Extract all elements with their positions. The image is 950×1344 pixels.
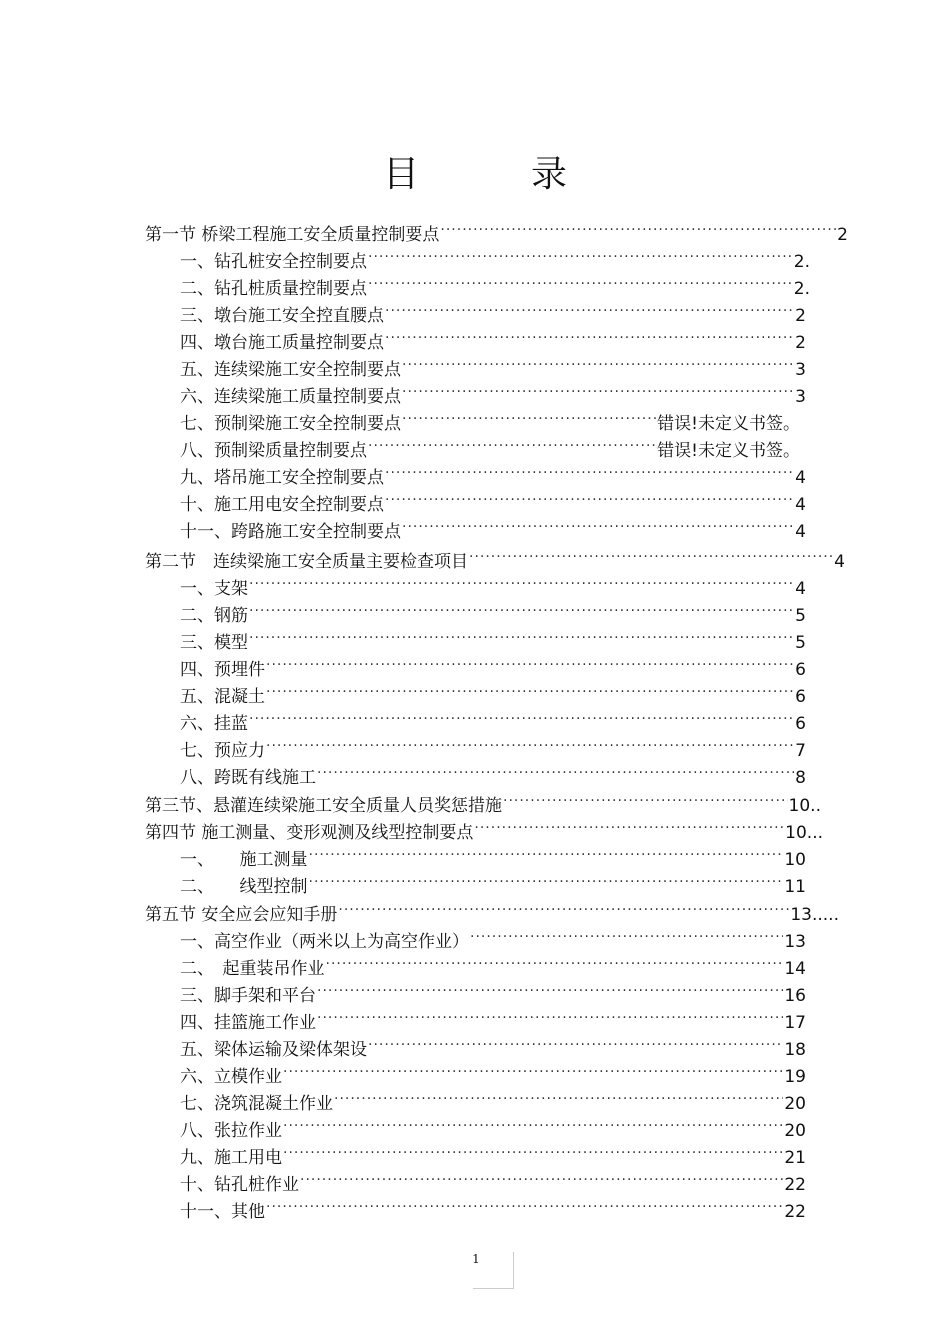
- toc-entry[interactable]: [180, 1055, 806, 1087]
- toc-entry[interactable]: [180, 267, 810, 299]
- toc-entry-label: 十、施工用电安全控制要点: [180, 495, 384, 515]
- toc-entry-label: 五、连续梁施工安全控制要点: [180, 360, 401, 380]
- toc-entry[interactable]: [180, 567, 806, 599]
- toc-entry-label: 九、施工用电: [180, 1148, 282, 1168]
- toc-entry-page: 6: [795, 714, 806, 734]
- toc-leader-dots: [283, 1109, 783, 1136]
- toc-entry-label: 十、钻孔桩作业: [180, 1175, 299, 1195]
- toc-entry-label: 第一节 桥梁工程施工安全质量控制要点: [145, 225, 440, 245]
- toc-entry-page: 2: [795, 306, 806, 326]
- toc-leader-dots: [402, 375, 794, 402]
- toc-entry-page: 4: [795, 495, 806, 515]
- toc-entry-page: 3: [795, 387, 806, 407]
- toc-title: 目 录: [382, 154, 605, 195]
- toc-entry-label: 五、梁体运输及梁体架设: [180, 1040, 367, 1060]
- toc-entry-label: 三、脚手架和平台: [180, 986, 316, 1006]
- toc-entry[interactable]: [180, 1082, 806, 1114]
- toc-entry-section-1[interactable]: [145, 213, 848, 245]
- toc-entry-page: 4: [795, 468, 806, 488]
- toc-entry-page: 11: [784, 877, 806, 897]
- toc-entry-label: 八、预制梁质量控制要点: [180, 441, 367, 461]
- toc-leader-dots: [368, 240, 793, 267]
- page-number: 1: [472, 1252, 480, 1266]
- toc-leader-dots: [470, 920, 783, 947]
- toc-entry-page: 16: [784, 986, 806, 1006]
- toc-entry[interactable]: [180, 702, 806, 734]
- toc-entry-page: 4: [834, 552, 845, 572]
- toc-entry-page: 19: [784, 1067, 806, 1087]
- toc-entry[interactable]: [180, 240, 810, 272]
- toc-entry[interactable]: [180, 510, 806, 542]
- toc-entry-page: 2.: [793, 279, 810, 299]
- toc-entry-label: 四、预埋件: [180, 660, 265, 680]
- toc-leader-dots: [317, 974, 783, 1001]
- toc-leader-dots: [300, 1163, 783, 1190]
- toc-leader-dots: [368, 429, 656, 456]
- toc-entry-label: 五、混凝土: [180, 687, 265, 707]
- toc-entry[interactable]: [180, 1109, 806, 1141]
- toc-entry-page: 5: [795, 606, 806, 626]
- toc-leader-dots: [385, 456, 794, 483]
- toc-entry-label: 第四节 施工测量、变形观测及线型控制要点: [145, 823, 474, 843]
- toc-entry-section-5[interactable]: [145, 893, 839, 925]
- toc-entry[interactable]: [180, 321, 806, 353]
- toc-entry[interactable]: [180, 429, 800, 461]
- toc-entry-label: 三、模型: [180, 633, 248, 653]
- toc-entry-page: 错误!未定义书签。: [657, 441, 800, 461]
- toc-leader-dots: [266, 675, 794, 702]
- toc-entry[interactable]: [180, 483, 806, 515]
- toc-entry-label: 一、钻孔桩安全控制要点: [180, 252, 367, 272]
- toc-entry-label: 六、立模作业: [180, 1067, 282, 1087]
- toc-entry-label: 八、跨既有线施工: [180, 768, 316, 788]
- toc-leader-dots: [249, 567, 794, 594]
- toc-entry-page: 错误!未定义书签。: [657, 414, 800, 434]
- toc-entry-label: 八、张拉作业: [180, 1121, 282, 1141]
- toc-entry-label: 二、 起重装吊作业: [180, 959, 325, 979]
- toc-leader-dots: [503, 784, 788, 811]
- toc-entry[interactable]: [180, 1163, 806, 1195]
- toc-entry[interactable]: [180, 947, 806, 979]
- toc-leader-dots: [266, 648, 794, 675]
- toc-entry-page: 17: [784, 1013, 806, 1033]
- toc-entry-label: 三、墩台施工安全控直腰点: [180, 306, 384, 326]
- toc-leader-dots: [317, 756, 794, 783]
- toc-leader-dots: [249, 594, 794, 621]
- toc-entry[interactable]: [180, 348, 806, 380]
- toc-entry[interactable]: [180, 648, 806, 680]
- toc-entry-page: 10...: [785, 823, 823, 843]
- toc-entry-page: 6: [795, 660, 806, 680]
- toc-leader-dots: [338, 893, 789, 920]
- toc-entry-page: 20: [784, 1094, 806, 1114]
- toc-leader-dots: [266, 1190, 783, 1217]
- toc-entry-page: 2.: [793, 252, 810, 272]
- toc-entry-label: 一、支架: [180, 579, 248, 599]
- toc-entry-label: 一、 施工测量: [180, 850, 308, 870]
- toc-entry-label: 第二节 连续梁施工安全质量主要检查项目: [145, 552, 468, 572]
- toc-entry-page: 21: [784, 1148, 806, 1168]
- toc-leader-dots: [440, 213, 836, 240]
- toc-entry-page: 10: [784, 850, 806, 870]
- toc-leader-dots: [368, 1028, 783, 1055]
- toc-entry[interactable]: [180, 1190, 806, 1222]
- toc-leader-dots: [309, 865, 784, 892]
- toc-leader-dots: [249, 621, 794, 648]
- toc-entry-label: 第三节、悬灌连续梁施工安全质量人员奖惩措施: [145, 796, 502, 816]
- toc-leader-dots: [474, 811, 784, 838]
- toc-entry-page: 3: [795, 360, 806, 380]
- toc-entry-page: 4: [795, 522, 806, 542]
- toc-leader-dots: [402, 348, 794, 375]
- toc-entry[interactable]: [180, 838, 806, 870]
- toc-leader-dots: [283, 1055, 783, 1082]
- toc-entry[interactable]: [180, 621, 806, 653]
- toc-entry[interactable]: [180, 675, 806, 707]
- toc-entry-label: 七、浇筑混凝土作业: [180, 1094, 333, 1114]
- toc-entry-label: 九、塔吊施工安全控制要点: [180, 468, 384, 488]
- toc-leader-dots: [402, 402, 656, 429]
- toc-leader-dots: [385, 294, 794, 321]
- toc-entry[interactable]: [180, 456, 806, 488]
- toc-entry-label: 二、钢筋: [180, 606, 248, 626]
- toc-entry-label: 二、钻孔桩质量控制要点: [180, 279, 367, 299]
- toc-entry-page: 18: [784, 1040, 806, 1060]
- toc-leader-dots: [385, 321, 794, 348]
- toc-entry[interactable]: [180, 375, 806, 407]
- toc-entry[interactable]: [180, 865, 806, 897]
- toc-leader-dots: [283, 1136, 783, 1163]
- toc-entry-page: 8: [795, 768, 806, 788]
- toc-entry[interactable]: [180, 1136, 806, 1168]
- toc-entry-label: 十一、跨路施工安全控制要点: [180, 522, 401, 542]
- toc-entry-label: 六、挂蓝: [180, 714, 248, 734]
- toc-entry-page: 5: [795, 633, 806, 653]
- toc-entry-label: 四、挂篮施工作业: [180, 1013, 316, 1033]
- toc-entry-page: 14: [784, 959, 806, 979]
- toc-entry-label: 七、预制梁施工安全控制要点: [180, 414, 401, 434]
- toc-entry-label: 一、高空作业（两米以上为高空作业）: [180, 932, 469, 952]
- toc-entry[interactable]: [180, 920, 806, 952]
- toc-entry-page: 4: [795, 579, 806, 599]
- toc-leader-dots: [317, 1001, 783, 1028]
- toc-leader-dots: [385, 483, 794, 510]
- toc-leader-dots: [402, 510, 794, 537]
- toc-leader-dots: [334, 1082, 783, 1109]
- toc-entry-page: 22: [784, 1202, 806, 1222]
- toc-entry[interactable]: [180, 974, 806, 1006]
- toc-leader-dots: [368, 267, 793, 294]
- toc-entry-page: 7: [795, 741, 806, 761]
- toc-entry-label: 十一、其他: [180, 1202, 265, 1222]
- toc-entry-section-4[interactable]: [145, 811, 823, 843]
- toc-entry-section-2[interactable]: [145, 540, 845, 572]
- toc-leader-dots: [469, 540, 833, 567]
- toc-entry[interactable]: [180, 1001, 806, 1033]
- toc-entry-page: 13: [784, 932, 806, 952]
- toc-entry-page: 13.....: [790, 905, 839, 925]
- toc-entry[interactable]: [180, 294, 806, 326]
- toc-entry-page: 6: [795, 687, 806, 707]
- toc-entry-label: 七、预应力: [180, 741, 265, 761]
- toc-entry[interactable]: [180, 594, 806, 626]
- toc-entry-label: 四、墩台施工质量控制要点: [180, 333, 384, 353]
- toc-entry-label: 六、连续梁施工质量控制要点: [180, 387, 401, 407]
- toc-entry-page: 2: [795, 333, 806, 353]
- toc-entry[interactable]: [180, 1028, 806, 1060]
- toc-entry[interactable]: [180, 402, 800, 434]
- toc-entry-page: 10..: [788, 796, 821, 816]
- toc-entry-label: 第五节 安全应会应知手册: [145, 905, 338, 925]
- toc-leader-dots: [249, 702, 794, 729]
- toc-entry-page: 20: [784, 1121, 806, 1141]
- toc-leader-dots: [309, 838, 784, 865]
- toc-entry-page: 2: [837, 225, 848, 245]
- toc-entry-label: 二、 线型控制: [180, 877, 308, 897]
- toc-entry-page: 22: [784, 1175, 806, 1195]
- toc-entry-section-3[interactable]: [145, 784, 821, 816]
- toc-leader-dots: [266, 729, 794, 756]
- toc-entry[interactable]: [180, 729, 806, 761]
- toc-leader-dots: [326, 947, 784, 974]
- toc-entry[interactable]: [180, 756, 806, 788]
